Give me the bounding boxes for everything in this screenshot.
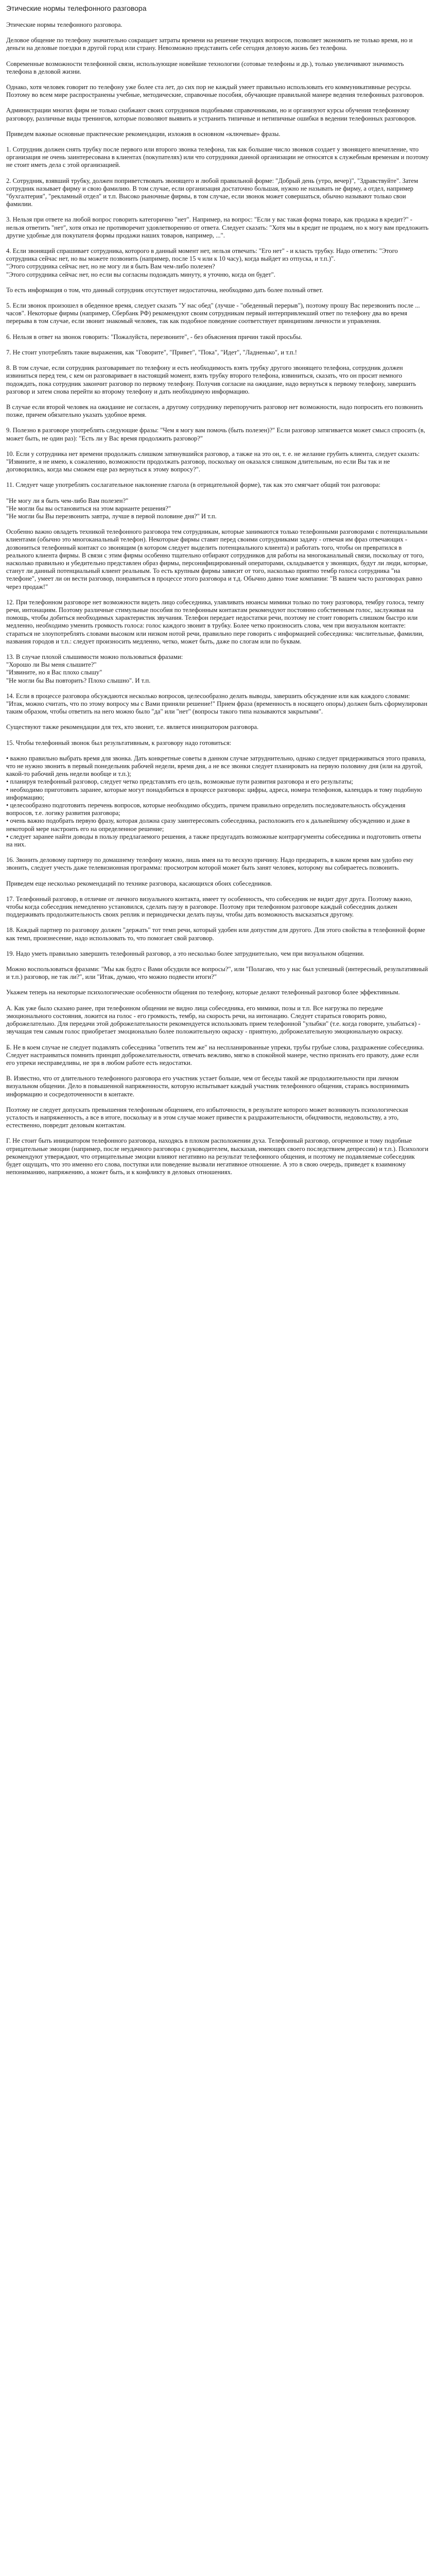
paragraph: В. Известно, что от длительного телефонного разговора его участник устает больше, чем от беседы такой же продолжительности при личном визуальном общении. Дело в повышенной напряженности, которую испытывает каждый участник телефонного общения, стараясь воспринимать информацию и сосредоточенности в контакте. xyxy=(6,1075,409,1098)
paragraph: 19. Надо уметь правильно завершить телефонный разговор, а это несколько более затруднительно, чем при визуальном общении. xyxy=(6,950,364,957)
paragraph: Однако, хотя человек говорит по телефону уже более ста лет, до сих пор не каждый умеет правильно использовать его коммуникативные ресурсы. Поэтому во всем мире распространены учебные, методические, справочные пособия, обучающие правильной манере ведения телефонных разговоров. xyxy=(6,83,424,99)
paragraph: 18. Каждый партнер по разговору должен "держать" тот темп речи, который удобен или допустим для другого. Для этого свойства в телефонной форме как темп, произнесение, надо использовать то, что помогает свой разговор. xyxy=(6,926,425,942)
paragraph: Можно воспользоваться фразами: "Мы как будто с Вами обсудили все вопросы?", или "Полагаю, что у нас был успешный (интересный, результативный и т.п.) разговор, не так ли?", или "Итак, думаю, что можно подвести итоги?" xyxy=(6,965,428,981)
paragraph: А. Как уже было сказано ранее, при телефонном общении не видно лица собеседника, его мимики, позы и т.п. Все нагрузка по передаче эмоционального состояния, ложится на голос - его громкость, тембр, на скорость речи, на интонацию. Следует стараться говорить ровно, доброжелательно. Для передачи этой доброжелательности рекомендуется использовать прием телефонной "улыбки" (т.е. когда говорите, улыбаться) - звучащая тем самым голос приобретает эмоционально более положительную окраску - приятную, доброжелательную эмоциональную окраску. xyxy=(6,1004,421,1036)
paragraph: Б. Не в коем случае не следует подавлять собеседника "ответить тем же" на неспланированные упреки, трубы грубые слова, раздражение собеседника. Следует настраиваться помнить принцип доброжелательности, отвечать вежливо, мягко в спокойной манере, честно признать его правоту, даже если его упреки несправедливы, не зря в любом работе есть недостатки. xyxy=(6,1043,425,1066)
paragraph: Укажем теперь на некоторые психологические особенности общения по телефону, которые делают телефонный разговор более эффективным. xyxy=(6,989,400,996)
paragraph: Поэтому не следует допускать превышения телефонным общением, его избыточности, в результате которого может возникнуть психологическая усталость и напряженность, а все в итоге, поскольку и в этом случае может привести к раздражительности, обидчивости, недовольству, а это, естественно, повредит деловым контактам. xyxy=(6,1106,408,1129)
paragraph: Существуют также рекомендации для тех, кто звонит, т.е. является инициатором разговора. xyxy=(6,723,259,731)
paragraph: 1. Сотрудник должен снять трубку после первого или второго звонка телефона, так как большие число звонков создает у звонящего впечатление, что организация не очень заинтересована в клиентах (покупателях) или что сотрудники данной организации не относятся к служебным временам и поэтому не стоит иметь дела с этой организацией. xyxy=(6,146,429,169)
paragraph: Современные возможности телефонной связи, использующие новейшие технологии (сотовые телефоны и др.), только увеличивают значимость телефона в деловой жизни. xyxy=(6,60,404,75)
paragraph: 13. В случае плохой слышимости можно пользоваться фразами: "Хорошо ли Вы меня слышите?" "Извините, но я Вас плохо слышу" "Не могли бы Вы повторить? Плохо слышно". И т.п. xyxy=(6,653,183,684)
paragraph: 17. Телефонный разговор, в отличие от личного визуального контакта, имеет ту особенность, что собеседник не видит друг друга. Поэтому важно, чтобы когда собеседник немедленно установился, сделать паузу в разговоре. Поэтому при телефонном разговоре каждый собеседник должен поддерживать продолжительность своих реплик и периодически делать паузы, чтобы дать возможность высказаться другому. xyxy=(6,895,412,919)
paragraph: 7. Не стоит употреблять такие выражения, как "Говорите", "Привет", "Пока", "Идет", "Ладненько", и т.п.! xyxy=(6,348,297,356)
paragraph: 15. Чтобы телефонный звонок был результативным, к разговору надо готовиться: xyxy=(6,739,232,747)
paragraph: Администрации многих фирм не только снабжают своих сотрудников подобными справочниками, но и организуют курсы обучения телефонному разговору, различные виды тренингов, которые позволяют выявить и устранить типичные и нетипичные ошибки в ведении телефонных разговоров. xyxy=(6,107,416,122)
document-title: Этические нормы телефонного разговора xyxy=(6,4,147,12)
paragraph: Приведем важные основные практические рекомендации, изложив в основном «ключевые» фразы. xyxy=(6,130,281,138)
paragraph: • важно правильно выбрать время для звонка. Дать конкретные советы в данном случае затруднительно, однако следует придерживаться этого правила, что не нужно звонить в первый понедельник рабочей недели, время дня, а не все звонки следует планировать на первую половину дня (или на другой, какой-то рабочий день недели вообще и т.п.); • планируя телефонный разговор, следует четко представлять его цель, возможные пути развития разговора и его результаты; • необходимо приготовить заранее, которые могут понадобиться в процессе разговора: цифры, адреса, номера телефонов, календарь и тому подобную информацию; • целесообразно подготовить перечень вопросов, которые необходимо обсудить, причем правильно определить последовательность обсуждения вопросов, т.е. логику развития разговора; • очень важно подобрать первую фразу, которая должна сразу заинтересовать собеседника, расположить его к дальнейшему обсуждению и даже в некоторой мере настроить его на определенное решение; • следует заранее найти доводы в пользу предлагаемого решения, а также предугадать возможные контраргументы собеседника и подготовить ответы на них. xyxy=(6,754,426,849)
paragraph: 14. Если в процессе разговора обсуждаются несколько вопросов, целесообразно делать выводы, завершить обсуждение или как каждого словами: "Итак, можно считать, что по этому вопросу мы с Вами приняли решение!" Прием фраза (временность в носящего опоры) должен быть сформулирован таким образом, чтобы ответить на него можно было "да" или "нет" (вопросы такого типа называются закрытыми". xyxy=(6,692,428,716)
paragraph: Г. Не стоит быть инициатором телефонного разговора, находясь в плохом расположении духа. Телефонный разговор, огорченное и тому подобные отрицательные эмоции (например, после неудачного разговора с руководителем, высказав, имеющих своего последствием депрессии) и т.п.). Психологи рекомендуют утверждают, что отрицательные эмоции влияют негативно на результат телефонного общения, и поэтому не подавляемые собеседник будет ощущать, что это именно его слова, поступки или поведение вызвали негативное отношение. А это в свою очередь, приведет к взаимному непониманию, напряжению, а может быть, и к конфликту в деловых отношениях. xyxy=(6,1137,429,1176)
paragraph: 3. Нельзя при ответе на любой вопрос говорить категорично "нет". Например, на вопрос: "Если у вас такая форма товара, как продажа в кредит?" - нельзя ответить "нет", хотя отказ не противоречит удовлетворению от ответа. Следует сказать: "Хотя мы в кредит не продаем, но к могу вам предложить другие удобные для покупателя формы продажи наших товаров, например, ...". xyxy=(6,216,429,239)
paragraph: 16. Звонить деловому партнеру по домашнему телефону можно, лишь имея на то вескую причину. Надо предварить, в каком время вам удобно ему звонить, следует учесть даже телевизионная программа: просмотром которой может быть занят человек, которому вы собираетесь позвонить. xyxy=(6,856,414,872)
paragraph: 9. Полезно в разговоре употреблять следующие фразы: "Чем я могу вам помочь (быть полезен)?" Если разговор затягивается может смысл спросить (в, может быть, не один раз): "Есть ли у Вас время продолжить разговор?" xyxy=(6,427,425,442)
paragraph: 11. Следует чаще употреблять сослагательное наклонение глагола (в отрицательной форме), так как это смягчает общий тон разговора: xyxy=(6,481,381,489)
paragraph: 2. Сотрудник, взявший трубку, должен поприветствовать звонящего и любой правильной форме: "Добрый день (утро, вечер)", "Здравствуйте". Затем сотрудник называет фирму и свою фамилию. В том случае, если организация достаточно большая, нужно не называть не фирму, а отдел, например "бухгалтерия", "рекламный отдел" и т.п. Высоко рыночные фирмы, в том случае, если звонок может совершаться, обычно называют только свои фамилии. xyxy=(6,177,418,208)
article-body xyxy=(6,37,429,1176)
paragraph: 8. В том случае, если сотрудник разговаривает по телефону и есть необходимость взять трубку другого звонящего телефона, сотрудник должен извиниться перед тем, с кем он разговаривает в настоящий момент, взять трубку второго телефона, извиниться, сказать, что он просит немного подождать, пока сотрудник закончит разговор по первому телефону. Получив согласие на ожидание, надо вернуться к первому телефону, завершить разговор и затем снова перейти ко второму телефону и дать необходимую информацию. xyxy=(6,364,416,395)
paragraph: 6. Нельзя в ответ на звонок говорить: "Пожалуйста, перезвоните", - без объяснения причин такой просьбы. xyxy=(6,333,302,341)
paragraph: То есть информация о том, что данный сотрудник отсутствует недостаточна, необходимо дать более полный ответ. xyxy=(6,286,323,294)
paragraph: 5. Если звонок произошел в обеденное время, следует сказать "У нас обед" (лучше - "обеденный перерыв"), поэтому прошу Вас перезвонить после ... часов". Некоторые фирмы (например, Сбербанк РФ) рекомендуют своим сотрудникам первый интерпривлекший ответ по телефону два во время перерыва в том случае, если звонит знакомый человек, так как подобное поведение соответствует принципиям личности и управления. xyxy=(6,302,420,325)
paragraph: Деловое общение по телефону значительно сокращает затраты времени на решение текущих вопросов, позволяет экономить не только время, но и деньги на деловые поездки в другой город или страну. Невозможно представить себе сегодня деловую жизнь без телефона. xyxy=(6,37,413,52)
paragraph: 10. Если у сотрудника нет времени продолжать слишком затянувшийся разговор, а также на это он, т. е. не желание грубить клиента, следует сказать: "Извините, я не имею, к сожалению, возможности продолжать разговор, поскольку он оказался слишком длительным, но если Вы так и не договорились, когда мы сможем еще раз вернуться к этому вопросу?". xyxy=(6,450,420,473)
paragraph: "Не могу ли я быть чем-либо Вам полезен?" "Не могли бы вы остановиться на этом варианте решения?" "Не могли бы Вы перезвонить завтра, лучше в первой половине дня?" И т.п. xyxy=(6,497,217,520)
paragraph: 12. При телефонном разговоре нет возможности видеть лицо собеседника, улавливать нюансы мимики только по тону разговора, тембру голоса, темпу речи, интонациям. Поэтому различные стимульные пособия по телефонным контактам рекомендуют постоянно собственным голос, заслуживая на помощь, чтобы добиться необходимых характеристик звучания. Телефон передает недостатки речи, поэтому не стоит говорить слишком быстро или медленно, необходимо уменить громкость голоса: голос каждого звонит в трубку. Более четко произносить слова, чем при визуальном контакте: стараться не злоупотреблять словами высоком или низком нотой речи, правильно пере говорить с информацией собеседника: числительные, фамилии, названия городов и т.п.: следует произносить медленно, четко, может быть, даже по слогам или по буквам. xyxy=(6,598,425,645)
paragraph: Особенно важно овладеть техникой телефонного разговора тем сотрудникам, которые занимаются только телефонными разговорами с потенциальными клиентами (обычно это многоканальный телефон). Некоторые фирмы ставят перед своими сотрудниками задачу - отвечая им фраз отвечающих - дозвониться телефонный контакт со звонящим (в котором следует выделить потенциального клиента) и работать того, чтобы он превратился в реального клиента фирмы. В связи с этим фирмы особенно тщательно отбирают сотрудников для работы на многоканальный связи, поскольку от того, насколько правильно и убедительно представлен образ фирмы, персонифицированный операторами, складывается у звонящих, будут ли люди, которые, станут ли данный потенциальный клиент реальным. То есть крупным фирмы зависит от того, насколько приятно тембр голоса сотрудника "на телефоне", умеет ли он вести разговор, понравиться в процессе этого разговора и т.д. Обычно давно тоже компании: "В вашем часто разговорах равно через продаж!" xyxy=(6,528,428,590)
paragraph: Приведем еще несколько рекомендаций по технике разговора, касающихся обоих собеседников. xyxy=(6,879,272,887)
paragraph: 4. Если звонящий спрашивает сотрудника, которого в данный момент нет, нельзя отвечать: "Его нет" - и класть трубку. Надо ответить: "Этого сотрудника сейчас нет, но вы можете позвонить (например, после 15 ч или к 10 часу), когда выйдет из отпуска, и т.п.)". "Этого сотрудника сейчас нет, но не могу ли я быть Вам чем-либо полезен? "Этого сотрудника сейчас нет, но если вы согласны подождать минуту, я уточню, когда он будет". xyxy=(6,247,398,278)
paragraph: В случае если второй человек на ожидание не согласен, а другому сотруднику перепоручить разговор нет возможности, надо попросить его позвонить позже, причем обязательно указать удобное время. xyxy=(6,403,423,419)
document-subtitle: Этические нормы телефонного разговора. xyxy=(6,21,123,28)
